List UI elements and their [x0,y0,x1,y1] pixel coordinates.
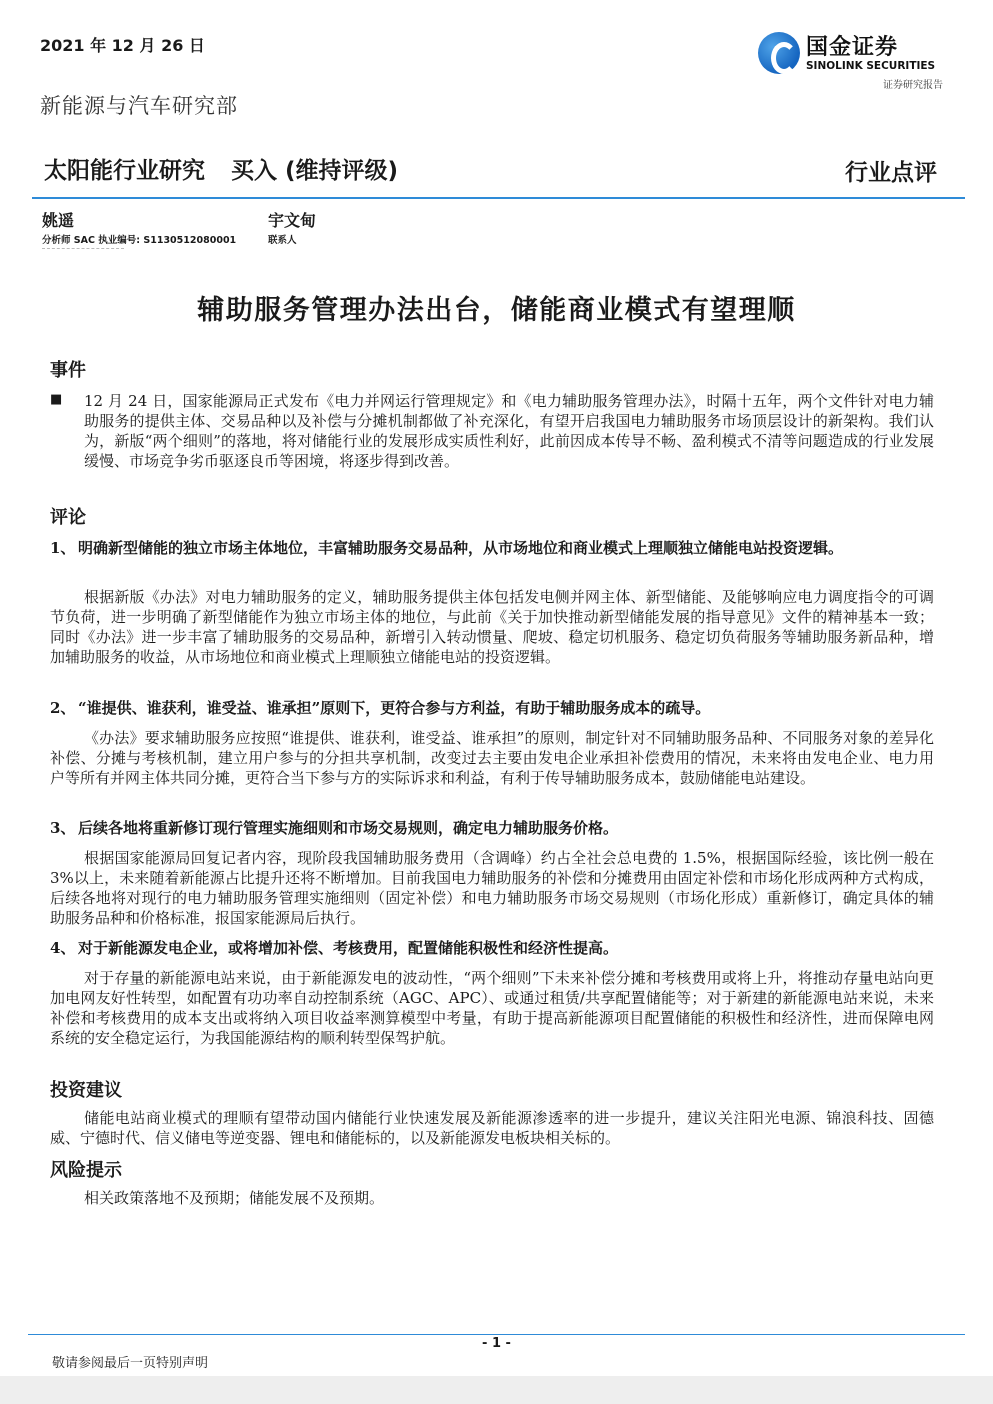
report-date: 2021 年 12 月 26 日 [40,36,205,55]
rating-label: 买入 (维持评级) [231,158,399,184]
comment-item-3-body: 根据国家能源局回复记者内容，现阶段我国辅助服务费用（含调峰）约占全社会总电费的 1.5%，根据国际经验，该比例一般在 3%以上，未来随着新能源占比提升还将不断增加。目前我国电力辅助服务的补偿和分摊费用由固定补偿和市场化形成两种方式构成，后续各地将对现行的电力辅助服务管理实施细则（固定补偿）和电力辅助服务市场交易规则（市场化形成）重新修订，确定具体的辅助服务品种和价格标准，报国家能源局后执行。 [50,849,934,927]
event-paragraph: 12 月 24 日，国家能源局正式发布《电力并网运行管理规定》和《电力辅助服务管理办法》，时隔十五年，两个文件针对电力辅助服务的提供主体、交易品种以及补偿与分摊机制都做了补充深化，有望开启我国电力辅助服务市场顶层设计的新架构。我们认为，新版“两个细则”的落地，将对储能行业的发展形成实质性利好，此前因成本传导不畅、盈利模式不清等问题造成的行业发展缓慢、市场竞争劣币驱逐良币等困境，将逐步得到改善。 [84,392,934,470]
comment-item-heading: 明确新型储能的独立市场主体地位，丰富辅助服务交易品种，从市场地位和商业模式上理顺独立储能电站投资逻辑。 [78,539,844,557]
logo-mark-icon [758,32,800,74]
comment-item-heading: 后续各地将重新修订现行管理实施细则和市场交易规则，确定电力辅助服务价格。 [78,819,619,837]
comment-item-1-title [50,538,934,558]
logo-chinese-name: 国金证券 [806,35,899,60]
industry-rating-bar [44,152,398,185]
comment-item-heading: 对于新能源发电企业，或将增加补偿、考核费用，配置储能积极性和经济性提高。 [78,939,619,957]
comment-item-number: 4、 [50,939,76,957]
comment-item-number: 1、 [50,539,76,557]
analyst-name: 姚遥 [42,211,75,230]
disclaimer-note: 敬请参阅最后一页特别声明 [52,1356,209,1371]
report-type: 行业点评 [845,159,937,186]
analyst-divider [42,248,124,249]
company-logo [758,30,943,90]
comment-item-number: 3、 [50,819,76,837]
comment-item-3-title [50,818,934,838]
comment-item-2-title [50,698,934,718]
investment-paragraph: 储能电站商业模式的理顺有望带动国内储能行业快速发展及新能源渗透率的进一步提升，建议关注阳光电源、锦浪科技、固德威、宁德时代、信义储电等逆变器、锂电和储能标的，以及新能源发电板块相关标的。 [50,1109,934,1147]
comment-item-heading: “谁提供、谁获利，谁受益、谁承担”原则下，更符合参与方利益，有助于辅助服务成本的疏导。 [78,699,711,717]
section-heading-event: 事件 [50,360,86,381]
bullet-square-icon: ■ [50,392,63,407]
comment-item-4-title [50,938,934,958]
analyst-info: 分析师 SAC 执业编号: S1130512080001 [42,235,237,246]
contact-name: 宇文甸 [268,211,317,230]
risk-paragraph: 相关政策落地不及预期；储能发展不及预期。 [84,1189,385,1207]
industry-title: 太阳能行业研究 [44,158,205,184]
section-heading-comment: 评论 [50,507,86,528]
comment-item-1-body: 根据新版《办法》对电力辅助服务的定义，辅助服务提供主体包括发电侧并网主体、新型储能、及能够响应电力调度指令的可调节负荷，进一步明确了新型储能作为独立市场主体的地位，与此前《关于加快推动新型储能发展的指导意见》文件的精神基本一致；同时《办法》进一步丰富了辅助服务的交易品种，新增引入转动惯量、爬坡、稳定切机服务、稳定切负荷服务等辅助服务新品种，增加辅助服务的收益，从市场地位和商业模式上理顺独立储能电站的投资逻辑。 [50,588,934,666]
report-headline: 辅助服务管理办法出台，储能商业模式有望理顺 [197,295,796,326]
department-name: 新能源与汽车研究部 [40,94,238,118]
page-number: - 1 - [482,1336,511,1351]
section-heading-risk: 风险提示 [50,1160,122,1181]
comment-item-4-body: 对于存量的新能源电站来说，由于新能源发电的波动性，“两个细则”下未来补偿分摊和考核费用或将上升，将推动存量电站向更加电网友好性转型，如配置有功功率自动控制系统（AGC、APC）、或通过租赁/共享配置储能等；对于新建的新能源电站来说，未来补偿和考核费用的成本支出或将纳入项目收益率测算模型中考量，有助于提高新能源项目配置储能的积极性和经济性，进而保障电网系统的安全稳定运行，为我国能源结构的顺利转型保驾护航。 [50,969,934,1047]
header-divider [32,197,965,199]
footer-divider [28,1334,965,1335]
comment-item-number: 2、 [50,699,76,717]
contact-info: 联系人 [268,235,297,246]
comment-item-2-body: 《办法》要求辅助服务应按照“谁提供、谁获利，谁受益、谁承担”的原则，制定针对不同辅助服务品种、不同服务对象的差异化补偿、分摊与考核机制，建立用户参与的分担共享机制，改变过去主要由发电企业承担补偿费用的情况，未来将由发电企业、电力用户等所有并网主体共同分摊，更符合当下参与方的实际诉求和利益，有利于传导辅助服务成本，鼓励储能电站建设。 [50,729,934,787]
logo-english-name: SINOLINK SECURITIES [806,60,936,72]
page-bottom-band [0,1376,993,1404]
logo-subtitle: 证券研究报告 [883,80,943,91]
section-heading-investment: 投资建议 [50,1080,122,1101]
